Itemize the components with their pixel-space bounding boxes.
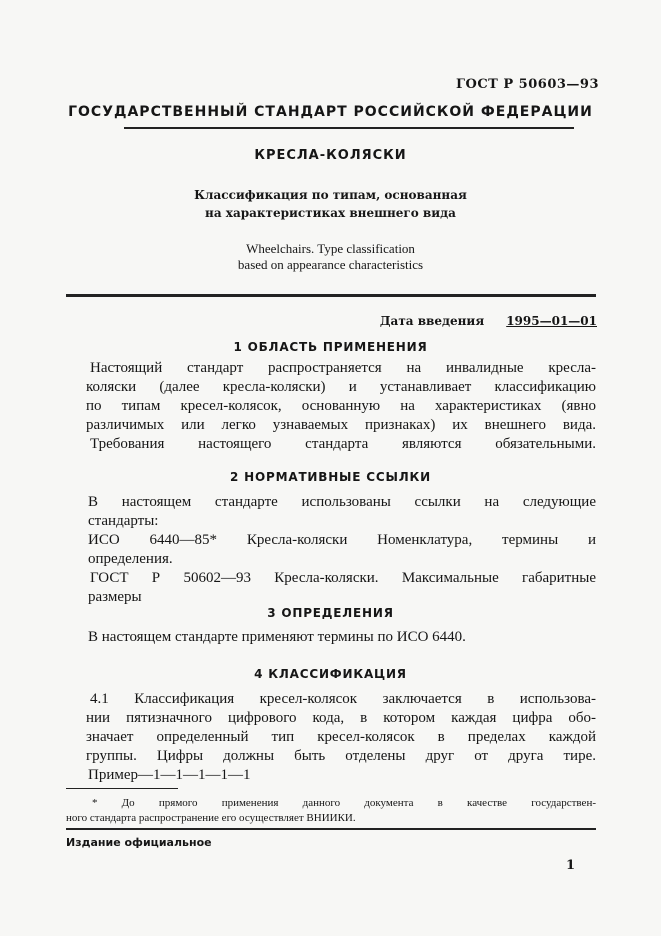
text-line: размеры xyxy=(88,589,142,605)
english-title-line: Wheelchairs. Type classification xyxy=(246,241,415,256)
document-title: КРЕСЛА-КОЛЯСКИ xyxy=(254,148,407,163)
english-title xyxy=(0,241,661,273)
text-line: значает определенный тип кресел-колясок в пределах каждой xyxy=(86,729,596,745)
subtitle-line: Классификация по типам, основанная xyxy=(194,188,467,202)
section-1-body xyxy=(88,359,596,454)
date-value: 1995—01—01 xyxy=(506,314,597,328)
edition-note: Издание официальное xyxy=(66,836,212,849)
text-line: группы. Цифры должны быть отделены друг от друга тире. xyxy=(86,748,596,764)
text-line: стандарты: xyxy=(88,513,159,529)
text-line: В настоящем стандарте использованы ссылки на следующие xyxy=(88,494,596,510)
text-line: 4.1 Классификация кресел-колясок заключается в использова- xyxy=(90,691,596,707)
text-line: нии пятизначного цифрового кода, в котором каждая цифра обо- xyxy=(86,710,596,726)
subtitle-line: на характеристиках внешнего вида xyxy=(205,206,456,220)
section-4-body xyxy=(88,690,596,785)
text-line: определения. xyxy=(88,551,173,567)
title-rule xyxy=(66,294,596,297)
document-number: ГОСТ Р 50603—93 xyxy=(456,77,599,92)
date-label: Дата введения xyxy=(379,314,485,328)
english-title-line: based on appearance characteristics xyxy=(237,257,424,272)
government-standard-title: ГОСУДАРСТВЕННЫЙ СТАНДАРТ РОССИЙСКОЙ ФЕДЕРАЦИИ xyxy=(68,104,593,120)
footnote-rule xyxy=(66,788,178,789)
text-line: Настоящий стандарт распространяется на инвалидные кресла- xyxy=(90,360,596,376)
text-line: В настоящем стандарте применяют термины по ИСО 6440. xyxy=(88,629,466,645)
section-2-body xyxy=(88,493,596,607)
text-line: по типам кресел-колясок, основанную на характеристиках (явно xyxy=(86,398,596,414)
document-subtitle xyxy=(0,186,661,222)
page-number: 1 xyxy=(565,858,575,873)
footnote-line: ного стандарта распространение его осуществляет ВНИИКИ. xyxy=(66,812,356,824)
text-line: Пример—1—1—1—1—1 xyxy=(88,767,251,783)
header-rule xyxy=(124,127,574,129)
section-4-heading: 4 КЛАССИФИКАЦИЯ xyxy=(254,667,407,681)
text-line: Требования настоящего стандарта являются обязательными. xyxy=(90,436,596,452)
section-3-heading: 3 ОПРЕДЕЛЕНИЯ xyxy=(267,606,394,620)
section-1-heading: 1 ОБЛАСТЬ ПРИМЕНЕНИЯ xyxy=(233,340,428,354)
text-line: различимых или легко узнаваемых признаках) их внешнего вида. xyxy=(86,417,596,433)
text-line: ГОСТ Р 50602—93 Кресла-коляски. Максимальные габаритные xyxy=(90,570,596,586)
introduction-date xyxy=(380,314,597,328)
section-2-heading: 2 НОРМАТИВНЫЕ ССЫЛКИ xyxy=(230,470,431,484)
footnote xyxy=(66,796,596,826)
section-3-body xyxy=(88,628,596,647)
footer-rule xyxy=(66,828,596,830)
text-line: ИСО 6440—85* Кресла-коляски Номенклатура, термины и xyxy=(88,532,596,548)
text-line: коляски (далее кресла-коляски) и устанавливает классификацию xyxy=(86,379,596,395)
footnote-line: * До прямого применения данного документа в качестве государствен- xyxy=(92,797,596,809)
